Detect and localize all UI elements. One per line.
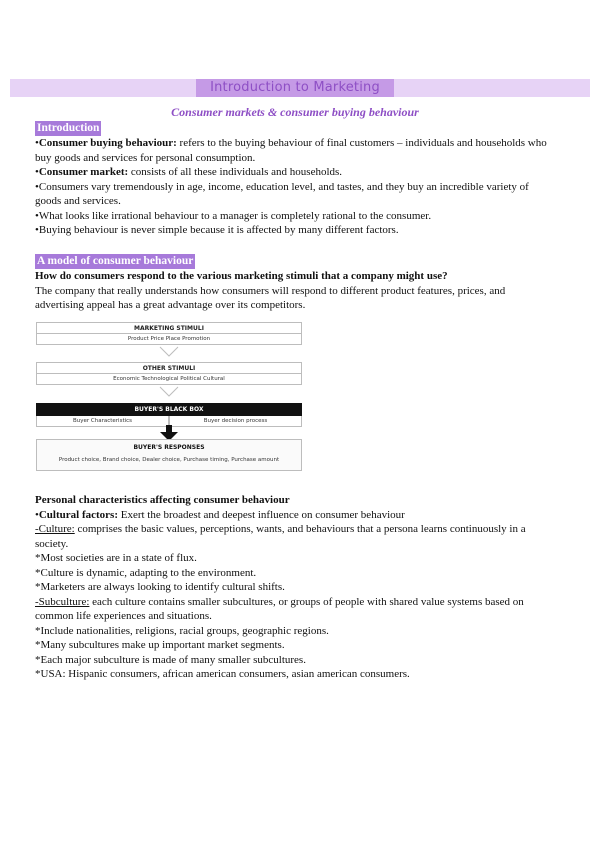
other-stimuli-box: OTHER STIMULI (36, 362, 302, 374)
cultural-factors: •Cultural factors: Exert the broadest and deepest influence on consumer behaviour (35, 508, 405, 521)
buyer-responses-title: BUYER'S RESPONSES (133, 444, 205, 451)
subculture-note-4: *USA: Hispanic consumers, african american consumers, asian american consumers. (35, 668, 410, 680)
intro-section (35, 121, 555, 238)
intro-item-2: •Consumer market: consists of all these individuals and households. (35, 166, 343, 178)
subculture-note-1: *Include nationalities, religions, racial groups, geographic regions. (35, 624, 329, 637)
buyer-decision-process: Buyer decision process (169, 416, 302, 427)
subculture-note-2: *Many subcultures make up important market segments. (35, 639, 285, 651)
personal-section (35, 493, 555, 682)
intro-item-5: •Buying behaviour is never simple because it is affected by many different factors. (35, 224, 399, 236)
buyer-responses-items: Product choice, Brand choice, Dealer choice, Purchase timing, Purchase amount (58, 457, 280, 463)
consumer-behaviour-model-diagram (36, 322, 302, 470)
page-title: Introduction to Marketing (196, 79, 394, 97)
subculture-definition: -Subculture: each culture contains smaller subcultures, or groups of people with shared value systems based on common life experiences and situations. (35, 595, 524, 622)
culture-note-3: *Marketers are always looking to identify cultural shifts. (35, 581, 285, 593)
intro-item-1: •Consumer buying behaviour: refers to the buying behaviour of final customers – individuals and households who buy goods and services for personal consumption. (35, 137, 547, 164)
model-question: How do consumers respond to the various marketing stimuli that a company might use? (35, 270, 448, 282)
culture-definition: -Culture: comprises the basic values, perceptions, wants, and behaviours that a persona learns continuously in a society. (35, 523, 526, 550)
chevron-down-icon (159, 386, 179, 397)
buyer-black-box: BUYER'S BLACK BOX (36, 403, 302, 416)
culture-note-1: *Most societies are in a state of flux. (35, 552, 197, 564)
culture-note-2: *Culture is dynamic, adapting to the environment. (35, 566, 257, 579)
subculture-note-3: *Each major subculture is made of many smaller subcultures. (35, 653, 306, 666)
page-subtitle: Consumer markets & consumer buying behaviour (171, 105, 419, 119)
buyer-characteristics: Buyer Characteristics (36, 416, 169, 427)
model-text: The company that really understands how consumers will respond to different product features, prices, and advertising appeal has a great advantage over its competitors. (35, 284, 506, 311)
marketing-stimuli-box: MARKETING STIMULI (36, 322, 302, 334)
intro-item-4: •What looks like irrational behaviour to a manager is completely rational to the consumer. (35, 209, 432, 222)
intro-item-3: •Consumers vary tremendously in age, income, education level, and tastes, and they buy an incredible variety of goods and services. (35, 180, 529, 207)
chevron-down-icon (159, 346, 179, 357)
intro-heading: Introduction (37, 122, 100, 134)
other-stimuli-items: Economic Technological Political Cultural (36, 374, 302, 385)
model-heading: A model of consumer behaviour (37, 255, 194, 267)
personal-heading: Personal characteristics affecting consumer behaviour (35, 494, 290, 506)
buyer-responses-box (36, 439, 302, 471)
marketing-stimuli-items: Product Price Place Promotion (36, 334, 302, 345)
model-section (35, 254, 555, 313)
